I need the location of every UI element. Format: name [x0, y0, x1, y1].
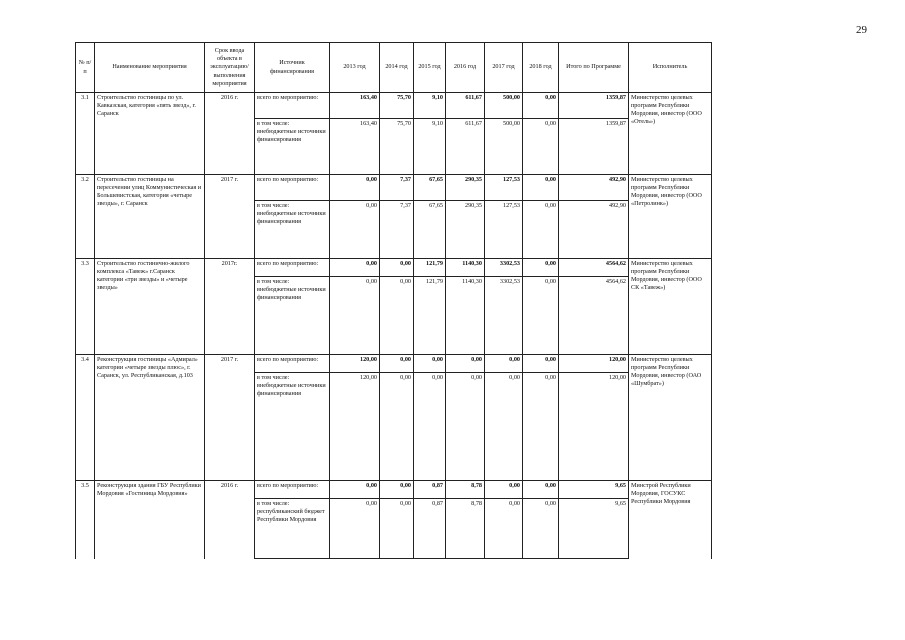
total-value: 0,00	[523, 175, 559, 201]
table-row	[76, 175, 712, 201]
total-value: 9,10	[414, 93, 446, 119]
page-number: 29	[856, 24, 867, 36]
header-2016: 2016 год	[446, 43, 485, 93]
total-value: 120,00	[330, 355, 380, 373]
breakdown-value: 0,00	[330, 277, 380, 355]
breakdown-value: 8,78	[446, 499, 485, 559]
header-2013: 2013 год	[330, 43, 380, 93]
source-total-label: всего по мероприятию:	[255, 175, 330, 201]
breakdown-value: 0,00	[523, 499, 559, 559]
total-value: 0,00	[485, 481, 523, 499]
total-value: 0,00	[330, 175, 380, 201]
total-value: 163,40	[330, 93, 380, 119]
breakdown-value: 0,00	[485, 499, 523, 559]
breakdown-value: 9,10	[414, 119, 446, 175]
breakdown-value: 0,00	[414, 373, 446, 481]
executor: Минстрой Республики Мордовия, ГОСУКС Республики Мордовия	[629, 481, 712, 559]
header-num: № п/п	[76, 43, 95, 93]
table-row	[76, 259, 712, 277]
breakdown-value: 120,00	[559, 373, 629, 481]
total-value: 0,87	[414, 481, 446, 499]
commission-term: 2017 г.	[205, 355, 255, 481]
total-value: 0,00	[380, 481, 414, 499]
breakdown-value: 0,00	[523, 201, 559, 259]
total-value: 121,79	[414, 259, 446, 277]
breakdown-value: 0,00	[446, 373, 485, 481]
total-value: 611,67	[446, 93, 485, 119]
header-term: Срок ввода объекта в эксплуатацию/ выполнения мероприятия	[205, 43, 255, 93]
row-number: 3.4	[76, 355, 95, 481]
breakdown-value: 1359,87	[559, 119, 629, 175]
header-2015: 2015 год	[414, 43, 446, 93]
header-2018: 2018 год	[523, 43, 559, 93]
table-row	[76, 481, 712, 499]
total-value: 8,78	[446, 481, 485, 499]
total-value: 492,90	[559, 175, 629, 201]
total-value: 290,35	[446, 175, 485, 201]
breakdown-value: 4564,62	[559, 277, 629, 355]
measure-name: Реконструкция гостиницы «Адмирал» категории «четыре звезды плюс», г. Саранск, ул. Республиканская, д.103	[95, 355, 205, 481]
executor: Министерство целевых программ Республики Мордовия, инвестор (ООО «Петролинк»)	[629, 175, 712, 259]
table-row	[76, 93, 712, 119]
total-value: 0,00	[330, 259, 380, 277]
breakdown-value: 0,00	[523, 119, 559, 175]
breakdown-value: 7,37	[380, 201, 414, 259]
total-value: 500,00	[485, 93, 523, 119]
breakdown-value: 0,00	[523, 277, 559, 355]
total-value: 127,53	[485, 175, 523, 201]
breakdown-value: 67,65	[414, 201, 446, 259]
total-value: 0,00	[523, 355, 559, 373]
breakdown-value: 0,00	[330, 499, 380, 559]
breakdown-value: 3302,53	[485, 277, 523, 355]
measure-name: Строительство гостинично-жилого комплекса «Тавеж» г.Саранск категории «три звезды» и «четыре звезды»	[95, 259, 205, 355]
total-value: 0,00	[523, 481, 559, 499]
source-breakdown-label: в том числе: внебюджетные источники финансирования	[255, 201, 330, 259]
total-value: 0,00	[446, 355, 485, 373]
breakdown-value: 290,35	[446, 201, 485, 259]
table-row	[76, 355, 712, 373]
executor: Министерство целевых программ Республики Мордовия, инвестор (ОАО «Шумбрат»)	[629, 355, 712, 481]
source-breakdown-label: в том числе: внебюджетные источники финансирования	[255, 373, 330, 481]
total-value: 0,00	[380, 355, 414, 373]
commission-term: 2016 г.	[205, 481, 255, 559]
breakdown-value: 121,79	[414, 277, 446, 355]
breakdown-value: 163,40	[330, 119, 380, 175]
header-total: Итого по Программе	[559, 43, 629, 93]
breakdown-value: 127,53	[485, 201, 523, 259]
total-value: 4564,62	[559, 259, 629, 277]
total-value: 0,00	[523, 93, 559, 119]
total-value: 67,65	[414, 175, 446, 201]
table-header-row	[76, 43, 712, 93]
breakdown-value: 500,00	[485, 119, 523, 175]
commission-term: 2017г.	[205, 259, 255, 355]
total-value: 3302,53	[485, 259, 523, 277]
breakdown-value: 0,00	[485, 373, 523, 481]
breakdown-value: 0,87	[414, 499, 446, 559]
header-source: Источник финансирования	[255, 43, 330, 93]
header-name: Наименование мероприятия	[95, 43, 205, 93]
executor: Министерство целевых программ Республики Мордовия, инвестор (ООО «Отель»)	[629, 93, 712, 175]
breakdown-value: 0,00	[380, 373, 414, 481]
total-value: 75,70	[380, 93, 414, 119]
total-value: 9,65	[559, 481, 629, 499]
source-total-label: всего по мероприятию:	[255, 481, 330, 499]
measure-name: Реконструкция здания ГБУ Республики Мордовия «Гостиница Мордовия»	[95, 481, 205, 559]
header-executor: Исполнитель	[629, 43, 712, 93]
breakdown-value: 0,00	[380, 277, 414, 355]
breakdown-value: 492,90	[559, 201, 629, 259]
measure-name: Строительство гостиницы на пересечении улиц Коммунистическая и Большевистская, категория «четыре звезды», г. Саранск	[95, 175, 205, 259]
row-number: 3.1	[76, 93, 95, 175]
source-breakdown-label: в том числе: республиканский бюджет Республики Мордовия	[255, 499, 330, 559]
source-total-label: всего по мероприятию:	[255, 259, 330, 277]
total-value: 0,00	[485, 355, 523, 373]
total-value: 120,00	[559, 355, 629, 373]
breakdown-value: 1140,30	[446, 277, 485, 355]
commission-term: 2016 г.	[205, 93, 255, 175]
breakdown-value: 611,67	[446, 119, 485, 175]
program-measures-table	[75, 42, 712, 559]
source-breakdown-label: в том числе: внебюджетные источники финансирования	[255, 119, 330, 175]
breakdown-value: 75,70	[380, 119, 414, 175]
header-2014: 2014 год	[380, 43, 414, 93]
breakdown-value: 0,00	[380, 499, 414, 559]
header-2017: 2017 год	[485, 43, 523, 93]
total-value: 1140,30	[446, 259, 485, 277]
total-value: 0,00	[330, 481, 380, 499]
row-number: 3.2	[76, 175, 95, 259]
source-total-label: всего по мероприятию:	[255, 355, 330, 373]
row-number: 3.5	[76, 481, 95, 559]
breakdown-value: 120,00	[330, 373, 380, 481]
breakdown-value: 0,00	[330, 201, 380, 259]
source-total-label: всего по мероприятию:	[255, 93, 330, 119]
total-value: 7,37	[380, 175, 414, 201]
breakdown-value: 0,00	[523, 373, 559, 481]
source-breakdown-label: в том числе: внебюджетные источники финансирования	[255, 277, 330, 355]
measure-name: Строительство гостиницы по ул. Кавказская, категория «пять звезд», г. Саранск	[95, 93, 205, 175]
total-value: 0,00	[523, 259, 559, 277]
row-number: 3.3	[76, 259, 95, 355]
total-value: 1359,87	[559, 93, 629, 119]
executor: Министерство целевых программ Республики Мордовия, инвестор (ООО СК «Тавеж»)	[629, 259, 712, 355]
commission-term: 2017 г.	[205, 175, 255, 259]
total-value: 0,00	[414, 355, 446, 373]
total-value: 0,00	[380, 259, 414, 277]
breakdown-value: 9,65	[559, 499, 629, 559]
